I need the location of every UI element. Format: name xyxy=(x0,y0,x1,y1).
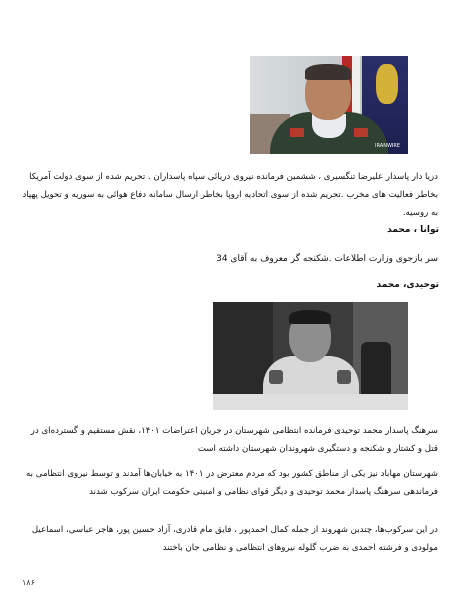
page-number: ۱۸۶ xyxy=(22,578,35,587)
paragraph-tangsiri: دریا دار پاسدار علیرضا تنگسیری ، ششمین فرمانده نیروی دریائی سپاه پاسداران . تحریم شده از سوی دولت آمریکا بخاطر فعالیت های مخرب .تحریم شده از سوی اتحادیه اروپا بخاطر ارسال سامانه دفاع هوائی به سوریه و تحویل پهپاد به روسیه. xyxy=(22,172,438,218)
portrait-photo-tangsiri xyxy=(250,56,408,154)
heading-tavana: توانا ، محمد xyxy=(387,225,439,235)
photo-watermark: IRANWIRE xyxy=(375,143,400,149)
heading-tohidi: توحیدی، محمد xyxy=(376,280,439,290)
portrait-photo-tohidi xyxy=(213,302,408,410)
paragraph-tohidi-1: سرهنگ پاسدار محمد توحیدی فرمانده انتظامی شهرستان در جریان اعتراضات ۱۴۰۱، نقش مستقیم و گسترده‌ای در قتل و کشتار و شکنجه و دستگیری شهروندان شهرستان داشته است xyxy=(30,426,438,454)
paragraph-tavana: سر بازجوی وزارت اطلاعات .شکنجه گر معروف به آقای 34 xyxy=(216,254,438,264)
paragraph-tohidi-2: شهرستان مهاباد نیز یکی از مناطق کشور بود که مردم معترض در ۱۴۰۱ به خیابان‌ها آمدند و توسط نیروی انتظامی به فرماندهی سرهنگ پاسدار محمد توحیدی و دیگر قوای نظامی و امنیتی حکومت ایران سرکوب شدند xyxy=(26,469,438,497)
paragraph-tohidi-3: در این سرکوب‌ها، چندین شهروند از جمله کمال احمدپور ، فایق مام قادری، آزاد حسین پور، هاجر عباسی، اسماعیل مولودی و فرشته احمدی به ضرب گلوله نیروهای انتظامی و نظامی جان باختند xyxy=(31,525,438,553)
